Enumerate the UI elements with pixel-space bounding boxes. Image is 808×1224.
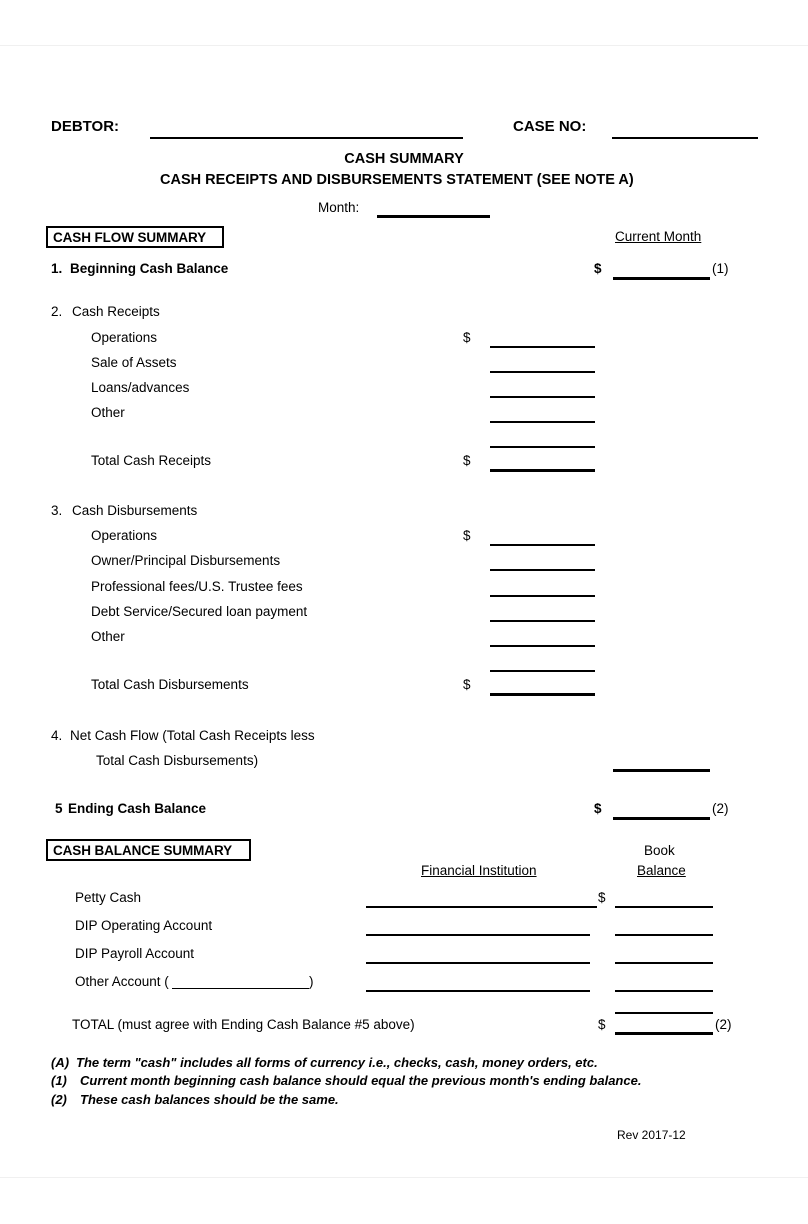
cash-disbursements-item-input-1[interactable] [490,569,595,571]
cash-receipts-label: Cash Receipts [72,304,160,319]
ending-cash-balance-label: Ending Cash Balance [68,801,207,816]
page-bottom-boundary [0,1177,808,1178]
total-cash-receipts-input[interactable] [490,469,595,472]
current-month-column-header: Current Month [615,229,702,244]
net-cash-flow-input[interactable] [613,769,710,772]
cash-balance-dollar-sign: $ [598,890,606,905]
beginning-cash-balance-note-ref: (1) [712,261,729,276]
cash-disbursements-number: 3. [51,503,63,518]
document-title: CASH SUMMARY [344,151,464,167]
cash-balance-total-input[interactable] [615,1032,713,1035]
financial-institution-column-header: Financial Institution [421,863,537,878]
cash-disbursements-label: Cash Disbursements [72,503,198,518]
total-cash-disbursements-input[interactable] [490,693,595,696]
cash-disbursements-dollar-sign: $ [463,528,471,543]
cash-balance-row-label-1: DIP Operating Account [75,918,213,933]
cash-disbursements-item-input-0[interactable] [490,544,595,546]
total-cash-receipts-label: Total Cash Receipts [91,453,212,468]
cash-disbursements-item-input-2[interactable] [490,595,595,597]
debtor-input[interactable] [150,137,463,139]
cash-disbursements-item-input-3[interactable] [490,620,595,622]
ending-cash-balance-input[interactable] [613,817,710,820]
cash-receipts-item-input-0[interactable] [490,346,595,348]
cash-disbursements-item-label-3: Debt Service/Secured loan payment [91,604,308,619]
cash-balance-balance-input-2[interactable] [615,962,713,964]
total-cash-receipts-dollar-sign: $ [463,453,471,468]
cash-flow-summary-title: CASH FLOW SUMMARY [53,229,207,245]
cash-balance-total-note-ref: (2) [715,1017,732,1032]
cash-balance-total-rule-top [615,1012,713,1014]
cash-receipts-item-input-4[interactable] [490,446,595,448]
footnote-text-0: The term "cash" includes all forms of currency i.e., checks, cash, money orders, etc. [76,1055,598,1070]
month-label: Month: [318,200,360,215]
case-no-input[interactable] [612,137,758,139]
other-account-name-input[interactable] [172,988,309,989]
debtor-label: DEBTOR: [51,118,120,135]
total-cash-disbursements-dollar-sign: $ [463,677,471,692]
cash-balance-institution-input-3[interactable] [366,990,590,992]
month-input[interactable] [377,215,490,218]
cash-flow-summary-header [46,226,224,248]
beginning-cash-balance-dollar-sign: $ [594,261,602,276]
cash-disbursements-item-input-4[interactable] [490,645,595,647]
other-account-label-suffix: ) [309,974,314,989]
cash-receipts-item-label-2: Loans/advances [91,380,190,395]
net-cash-flow-label-line1: Net Cash Flow (Total Cash Receipts less [70,728,315,743]
ending-cash-balance-dollar-sign: $ [594,801,602,816]
cash-balance-institution-input-2[interactable] [366,962,590,964]
footnote-marker-1: (1) [51,1073,67,1088]
cash-receipts-item-label-0: Operations [91,330,158,345]
cash-balance-row-label-2: DIP Payroll Account [75,946,195,961]
cash-disbursements-item-input-5[interactable] [490,670,595,672]
balance-column-header: Balance [637,863,686,878]
net-cash-flow-number: 4. [51,728,63,743]
cash-balance-balance-input-0[interactable] [615,906,713,908]
beginning-cash-balance-number: 1. [51,261,63,276]
cash-receipts-number: 2. [51,304,63,319]
cash-balance-row-label-3: Other Account ( [75,974,169,989]
beginning-cash-balance-label: Beginning Cash Balance [70,261,229,276]
revision-label: Rev 2017-12 [617,1128,686,1142]
document-subtitle: CASH RECEIPTS AND DISBURSEMENTS STATEMENT (SEE NOTE A) [160,172,634,188]
cash-balance-total-label: TOTAL (must agree with Ending Cash Balance #5 above) [72,1017,415,1032]
ending-cash-balance-note-ref: (2) [712,801,729,816]
cash-receipts-item-label-1: Sale of Assets [91,355,177,370]
document-subtitle-clip [160,172,668,192]
footnote-marker-2: (2) [51,1092,67,1107]
footnote-text-2: These cash balances should be the same. [80,1092,339,1107]
cash-balance-institution-input-0[interactable] [366,906,597,908]
cash-receipts-dollar-sign: $ [463,330,471,345]
page-top-boundary [0,45,808,46]
cash-balance-institution-input-1[interactable] [366,934,590,936]
cash-balance-summary-title: CASH BALANCE SUMMARY [53,842,232,858]
cash-balance-total-dollar-sign: $ [598,1017,606,1032]
footnote-text-1: Current month beginning cash balance should equal the previous month's ending balance. [80,1073,642,1088]
cash-disbursements-item-label-0: Operations [91,528,158,543]
cash-receipts-item-label-3: Other [91,405,125,420]
cash-disbursements-item-label-4: Other [91,629,125,644]
book-column-header: Book [644,843,675,858]
cash-balance-row-label-0: Petty Cash [75,890,142,905]
total-cash-disbursements-label: Total Cash Disbursements [91,677,249,692]
cash-balance-summary-header [46,839,251,861]
cash-disbursements-item-label-1: Owner/Principal Disbursements [91,553,281,568]
beginning-cash-balance-input[interactable] [613,277,710,280]
cash-disbursements-item-label-2: Professional fees/U.S. Trustee fees [91,579,303,594]
cash-receipts-item-input-2[interactable] [490,396,595,398]
ending-cash-balance-number: 5 [55,801,63,816]
cash-receipts-item-input-3[interactable] [490,421,595,423]
cash-receipts-item-input-1[interactable] [490,371,595,373]
cash-balance-balance-input-3[interactable] [615,990,713,992]
net-cash-flow-label-line2: Total Cash Disbursements) [96,753,259,768]
cash-balance-balance-input-1[interactable] [615,934,713,936]
case-no-label: CASE NO: [513,118,587,135]
footnote-marker-0: (A) [51,1055,70,1070]
